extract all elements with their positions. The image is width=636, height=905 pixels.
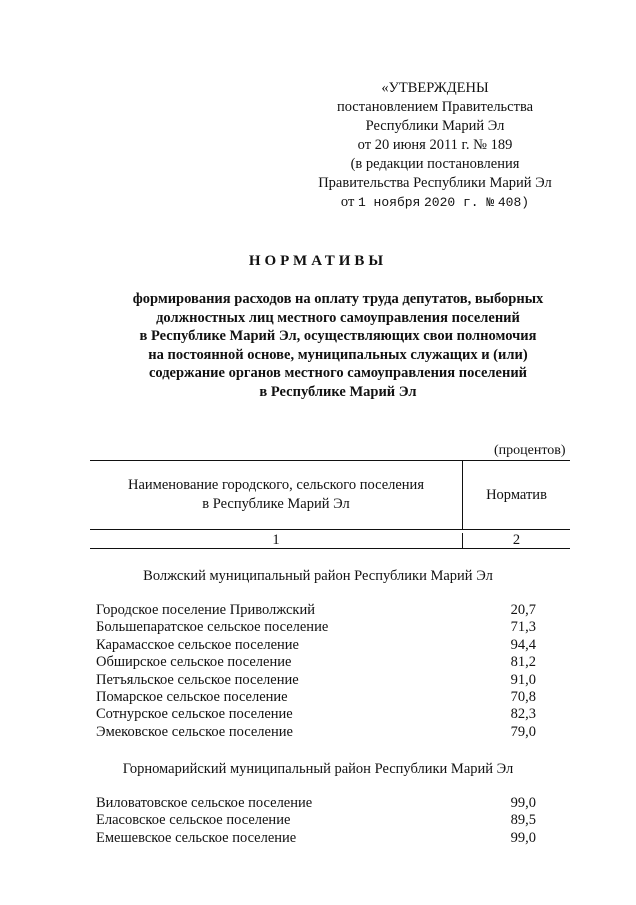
district-heading: Горномарийский муниципальный район Республики Марий Эл <box>122 761 514 777</box>
norm-value: 79,0 <box>510 723 536 740</box>
subtitle-line: должностных лиц местного самоуправления поселений <box>156 309 520 326</box>
approval-number: 408) <box>497 195 530 210</box>
settlement-name: Виловатовское сельское поселение <box>96 795 313 811</box>
table-row <box>96 795 536 812</box>
document-title: НОРМАТИВЫ <box>248 253 388 269</box>
norm-value: 70,8 <box>510 688 536 705</box>
table-row <box>96 619 536 636</box>
subtitle-line: в Республике Марий Эл, осуществляющих свои полномочия <box>139 328 537 344</box>
approval-line: (в редакции постановления <box>350 156 520 172</box>
header-settlement-name <box>90 461 463 530</box>
approval-from: от <box>340 194 355 210</box>
settlement-name: Обширское сельское поселение <box>96 654 292 671</box>
settlement-name: Помарское сельское поселение <box>96 688 288 705</box>
approval-line: Правительства Республики Марий Эл <box>318 175 552 191</box>
district-heading: Волжский муниципальный район Республики Марий Эл <box>143 568 493 584</box>
norm-value: 99,0 <box>510 795 536 811</box>
table-column-numbers <box>90 533 570 549</box>
table-row <box>96 830 536 847</box>
settlement-name: Еласовское сельское поселение <box>96 812 291 829</box>
header-norm: Норматив <box>463 461 571 530</box>
norm-value: 89,5 <box>510 812 536 829</box>
approval-year: 2020 г. № <box>424 195 495 210</box>
subtitle-line: формирования расходов на оплату труда депутатов, выборных <box>132 291 544 307</box>
column-number: 2 <box>463 533 571 549</box>
settlement-name: Большепаратское сельское поселение <box>96 619 329 636</box>
table-row <box>96 812 536 829</box>
header-line: Наименование городского, сельского поселения <box>128 477 424 493</box>
approval-line-revision-date <box>300 193 570 212</box>
norm-value: 81,2 <box>510 654 536 671</box>
table-row <box>96 637 536 654</box>
approval-line: от 20 июня 2011 г. № 189 <box>357 137 513 153</box>
norm-value: 82,3 <box>510 706 536 723</box>
norm-value: 94,4 <box>510 636 536 653</box>
column-number: 1 <box>90 533 463 549</box>
table-row <box>96 724 536 741</box>
settlement-name: Петъяльское сельское поселение <box>96 671 299 688</box>
header-line: в Республике Марий Эл <box>202 496 350 512</box>
table-row <box>96 672 536 689</box>
norm-value: 99,0 <box>510 829 536 846</box>
table-row <box>96 689 536 706</box>
approval-date: 1 ноября <box>357 195 421 210</box>
settlement-name: Эмековское сельское поселение <box>96 723 293 740</box>
units-label: (процентов) <box>494 443 566 458</box>
settlement-name: Емешевское сельское поселение <box>96 829 297 846</box>
settlement-name: Карамасское сельское поселение <box>96 636 299 653</box>
table-header <box>90 460 570 530</box>
approval-line: «УТВЕРЖДЕНЫ <box>381 80 489 96</box>
norm-value: 20,7 <box>510 602 536 618</box>
approval-line: постановлением Правительства <box>336 99 534 115</box>
norm-value: 71,3 <box>510 619 536 636</box>
table-row <box>96 602 536 619</box>
district-rows <box>96 602 536 741</box>
settlement-name: Городское поселение Приволжский <box>96 602 316 618</box>
subtitle-line: содержание органов местного самоуправления поселений <box>148 365 528 381</box>
subtitle-line: на постоянной основе, муниципальных служащих и (или) <box>148 346 528 363</box>
district-rows <box>96 795 536 847</box>
table-row <box>96 654 536 671</box>
table-row <box>96 706 536 723</box>
settlement-name: Сотнурское сельское поселение <box>96 706 293 723</box>
document-subtitle <box>100 290 576 401</box>
subtitle-line: в Республике Марий Эл <box>259 383 417 400</box>
approval-block <box>300 79 570 212</box>
norm-value: 91,0 <box>510 671 536 688</box>
approval-line: Республики Марий Эл <box>365 118 505 134</box>
